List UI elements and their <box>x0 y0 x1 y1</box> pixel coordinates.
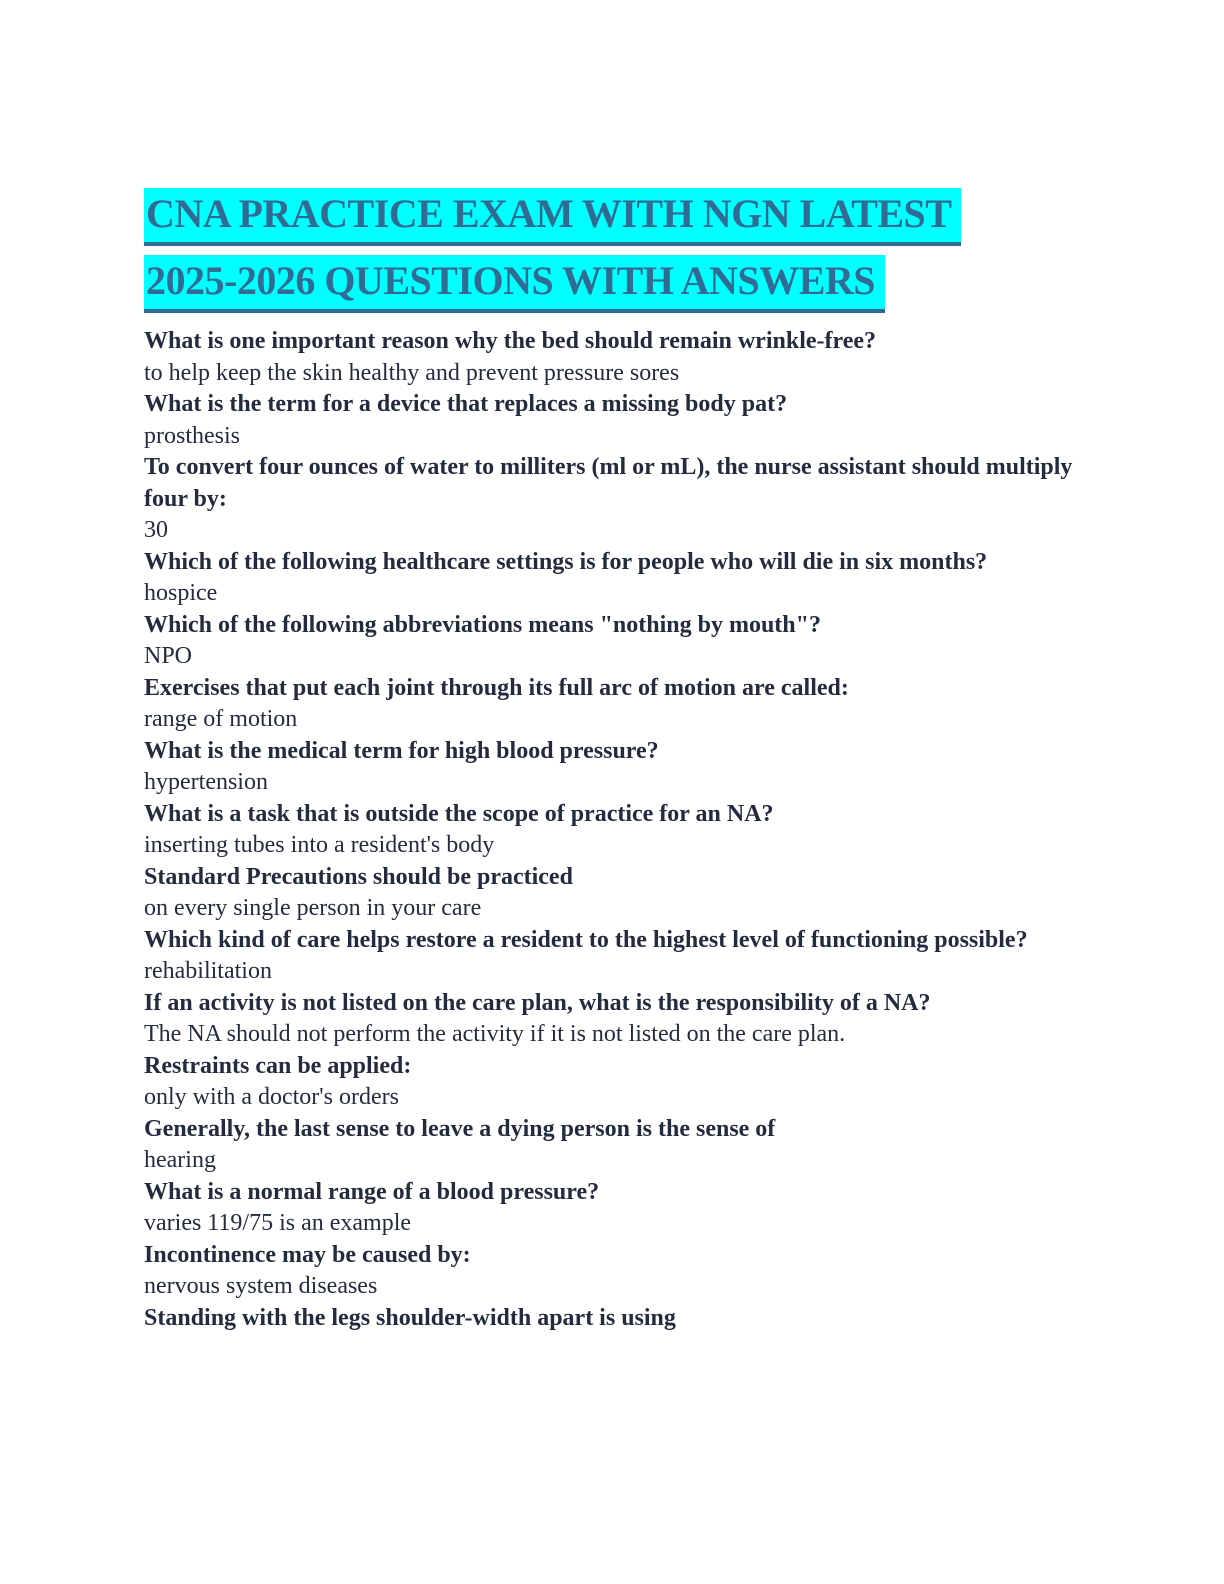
question-text: If an activity is not listed on the care plan, what is the responsibility of a NA? <box>144 989 931 1016</box>
answer-text: The NA should not perform the activity if it is not listed on the care plan. <box>144 1021 846 1047</box>
question-text: Which of the following healthcare settings is for people who will die in six months? <box>144 548 988 575</box>
question-text: What is a task that is outside the scope of practice for an NA? <box>144 800 774 827</box>
answer-text: rehabilitation <box>144 958 272 984</box>
question-text: What is a normal range of a blood pressure? <box>144 1178 600 1205</box>
title-line-2 <box>144 255 885 313</box>
answer-text: inserting tubes into a resident's body <box>144 832 495 858</box>
answer-text: hospice <box>144 580 218 606</box>
answer-text: to help keep the skin healthy and prevent pressure sores <box>144 359 680 386</box>
answer-text: only with a doctor's orders <box>144 1084 399 1110</box>
title-line-1-text: CNA PRACTICE EXAM WITH NGN LATEST <box>144 188 961 246</box>
answer-text: nervous system diseases <box>144 1273 378 1299</box>
answer-text: 30 <box>144 517 168 543</box>
question-text: What is the medical term for high blood pressure? <box>144 737 659 764</box>
question-text: What is one important reason why the bed should remain wrinkle-free? <box>144 328 877 354</box>
question-text: Standing with the legs shoulder-width apart is using <box>144 1304 676 1331</box>
answer-text: NPO <box>144 643 193 669</box>
question-text: Incontinence may be caused by: <box>144 1241 471 1268</box>
answer-text: hearing <box>144 1147 216 1173</box>
question-text: To convert four ounces of water to milliters (ml or mL), the nurse assistant should multiply four by: <box>144 454 1073 512</box>
question-text: What is the term for a device that replaces a missing body pat? <box>144 391 788 417</box>
question-text: Restraints can be applied: <box>144 1052 412 1079</box>
title-line-2-text: 2025-2026 QUESTIONS WITH ANSWERS <box>144 255 885 313</box>
answer-text: on every single person in your care <box>144 895 482 921</box>
question-text: Standard Precautions should be practiced <box>144 863 573 890</box>
answer-text: varies 119/75 is an example <box>144 1210 412 1236</box>
question-text: Generally, the last sense to leave a dying person is the sense of <box>144 1115 776 1142</box>
question-answer-list <box>144 326 1080 1334</box>
question-text: Exercises that put each joint through its full arc of motion are called: <box>144 674 849 701</box>
answer-text: hypertension <box>144 769 268 795</box>
document-title <box>144 188 1080 313</box>
question-text: Which kind of care helps restore a resident to the highest level of functioning possible? <box>144 926 1028 953</box>
answer-text: range of motion <box>144 706 298 732</box>
question-text: Which of the following abbreviations means "nothing by mouth"? <box>144 611 821 638</box>
answer-text: prosthesis <box>144 422 240 449</box>
title-line-1 <box>144 188 961 246</box>
